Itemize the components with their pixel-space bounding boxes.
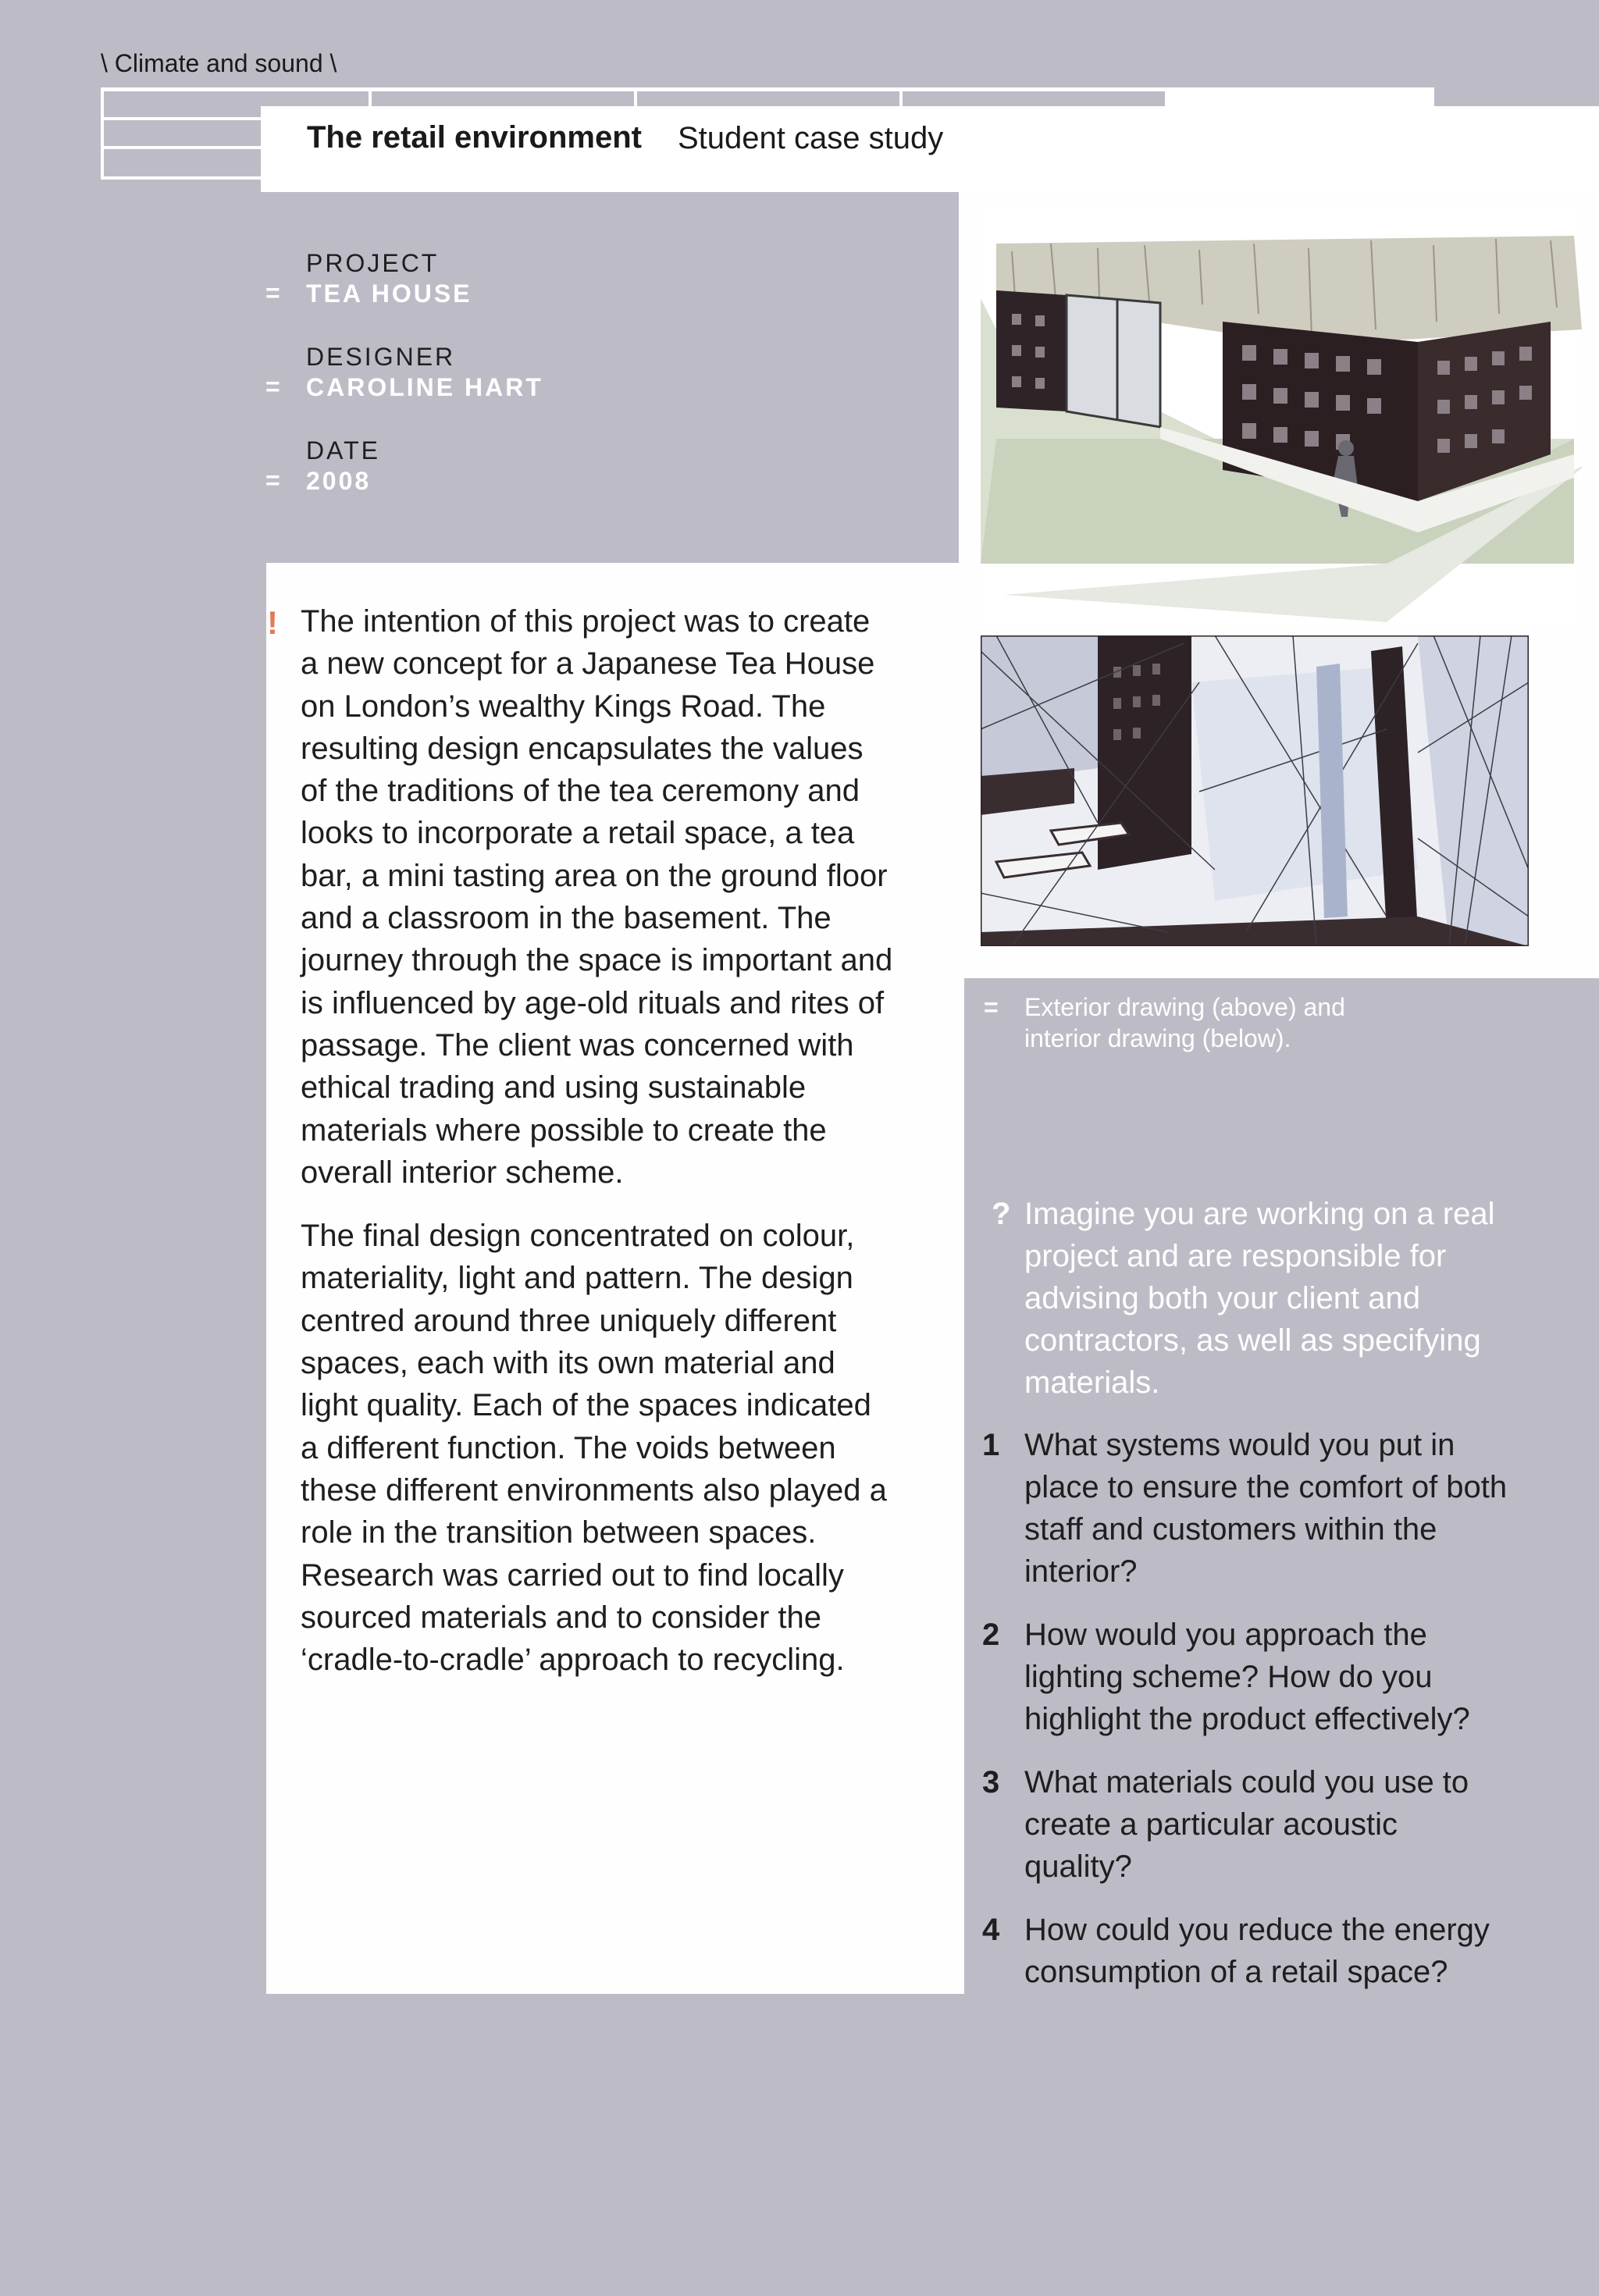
body-paragraph: The final design concentrated on colour, materiality, light and pattern. The design centred around three uniquely different spaces, each with its own material and light quality. Each of the spaces indicated a different function. The voids between these different environments also played a role in the transition between spaces. Research was carried out to find locally sourced materials and to consider the ‘cradle-to-cradle’ approach to recycling. xyxy=(301,1219,887,1678)
question-number: 1 xyxy=(982,1428,1000,1462)
date-row xyxy=(265,436,937,497)
body-paragraph: The intention of this project was to create a new concept for a Japanese Tea House on London’s wealthy Kings Road. The resulting design encapsulates the values of the traditions of the tea ceremony and looks to incorporate a retail space, a tea bar, a mini tasting area on the ground floor and a classroom in the basement. The journey through the space is important and is influenced by age-old rituals and rites of passage. The client was concerned with ethical trading and using sustainable materials where possible to create the overall interior scheme. xyxy=(301,604,893,1190)
section-path: \ Climate and sound \ xyxy=(101,49,337,77)
project-meta xyxy=(265,248,937,529)
project-value: TEA HOUSE xyxy=(306,279,472,308)
page-title: The retail environment xyxy=(307,120,642,155)
equals-marker: = xyxy=(265,372,280,400)
question-mark-icon: ? xyxy=(992,1197,1011,1231)
date-label: DATE xyxy=(306,436,380,465)
designer-label: DESIGNER xyxy=(306,343,456,371)
designer-row xyxy=(265,342,937,403)
question-item xyxy=(982,1424,1513,1593)
question-list xyxy=(982,1424,1513,2014)
date-value: 2008 xyxy=(306,467,372,495)
figure-caption xyxy=(984,991,1421,1054)
equals-marker: = xyxy=(984,993,999,1021)
equals-marker: = xyxy=(265,466,280,494)
question-item xyxy=(982,1909,1513,1993)
exclamation-icon: ! xyxy=(267,604,278,641)
question-item xyxy=(982,1614,1513,1740)
question-number: 3 xyxy=(982,1765,1000,1799)
question-text: How could you reduce the energy consumption of a retail space? xyxy=(1024,1913,1490,1989)
body-text xyxy=(301,600,894,1702)
question-intro xyxy=(992,1193,1507,1404)
designer-value: CAROLINE HART xyxy=(306,373,543,401)
project-row xyxy=(265,248,937,309)
question-item xyxy=(982,1761,1513,1888)
question-number: 4 xyxy=(982,1913,1000,1947)
caption-text: Exterior drawing (above) and interior drawing (below). xyxy=(1024,993,1345,1052)
page-subtitle: Student case study xyxy=(678,121,944,155)
question-text: How would you approach the lighting scheme? How do you highlight the product effectively? xyxy=(1024,1618,1470,1736)
question-text: What systems would you put in place to ensure the comfort of both staff and customers within the interior? xyxy=(1024,1428,1508,1589)
interior-drawing xyxy=(981,635,1529,946)
question-intro-text: Imagine you are working on a real project and are responsible for advising both your client and contractors, as well as specifying materials. xyxy=(1024,1197,1495,1400)
question-text: What materials could you use to create a particular acoustic quality? xyxy=(1024,1765,1469,1884)
project-label: PROJECT xyxy=(306,249,440,277)
equals-marker: = xyxy=(265,279,280,307)
exterior-drawing xyxy=(981,205,1582,626)
title-bar xyxy=(261,106,1599,192)
question-number: 2 xyxy=(982,1618,1000,1652)
